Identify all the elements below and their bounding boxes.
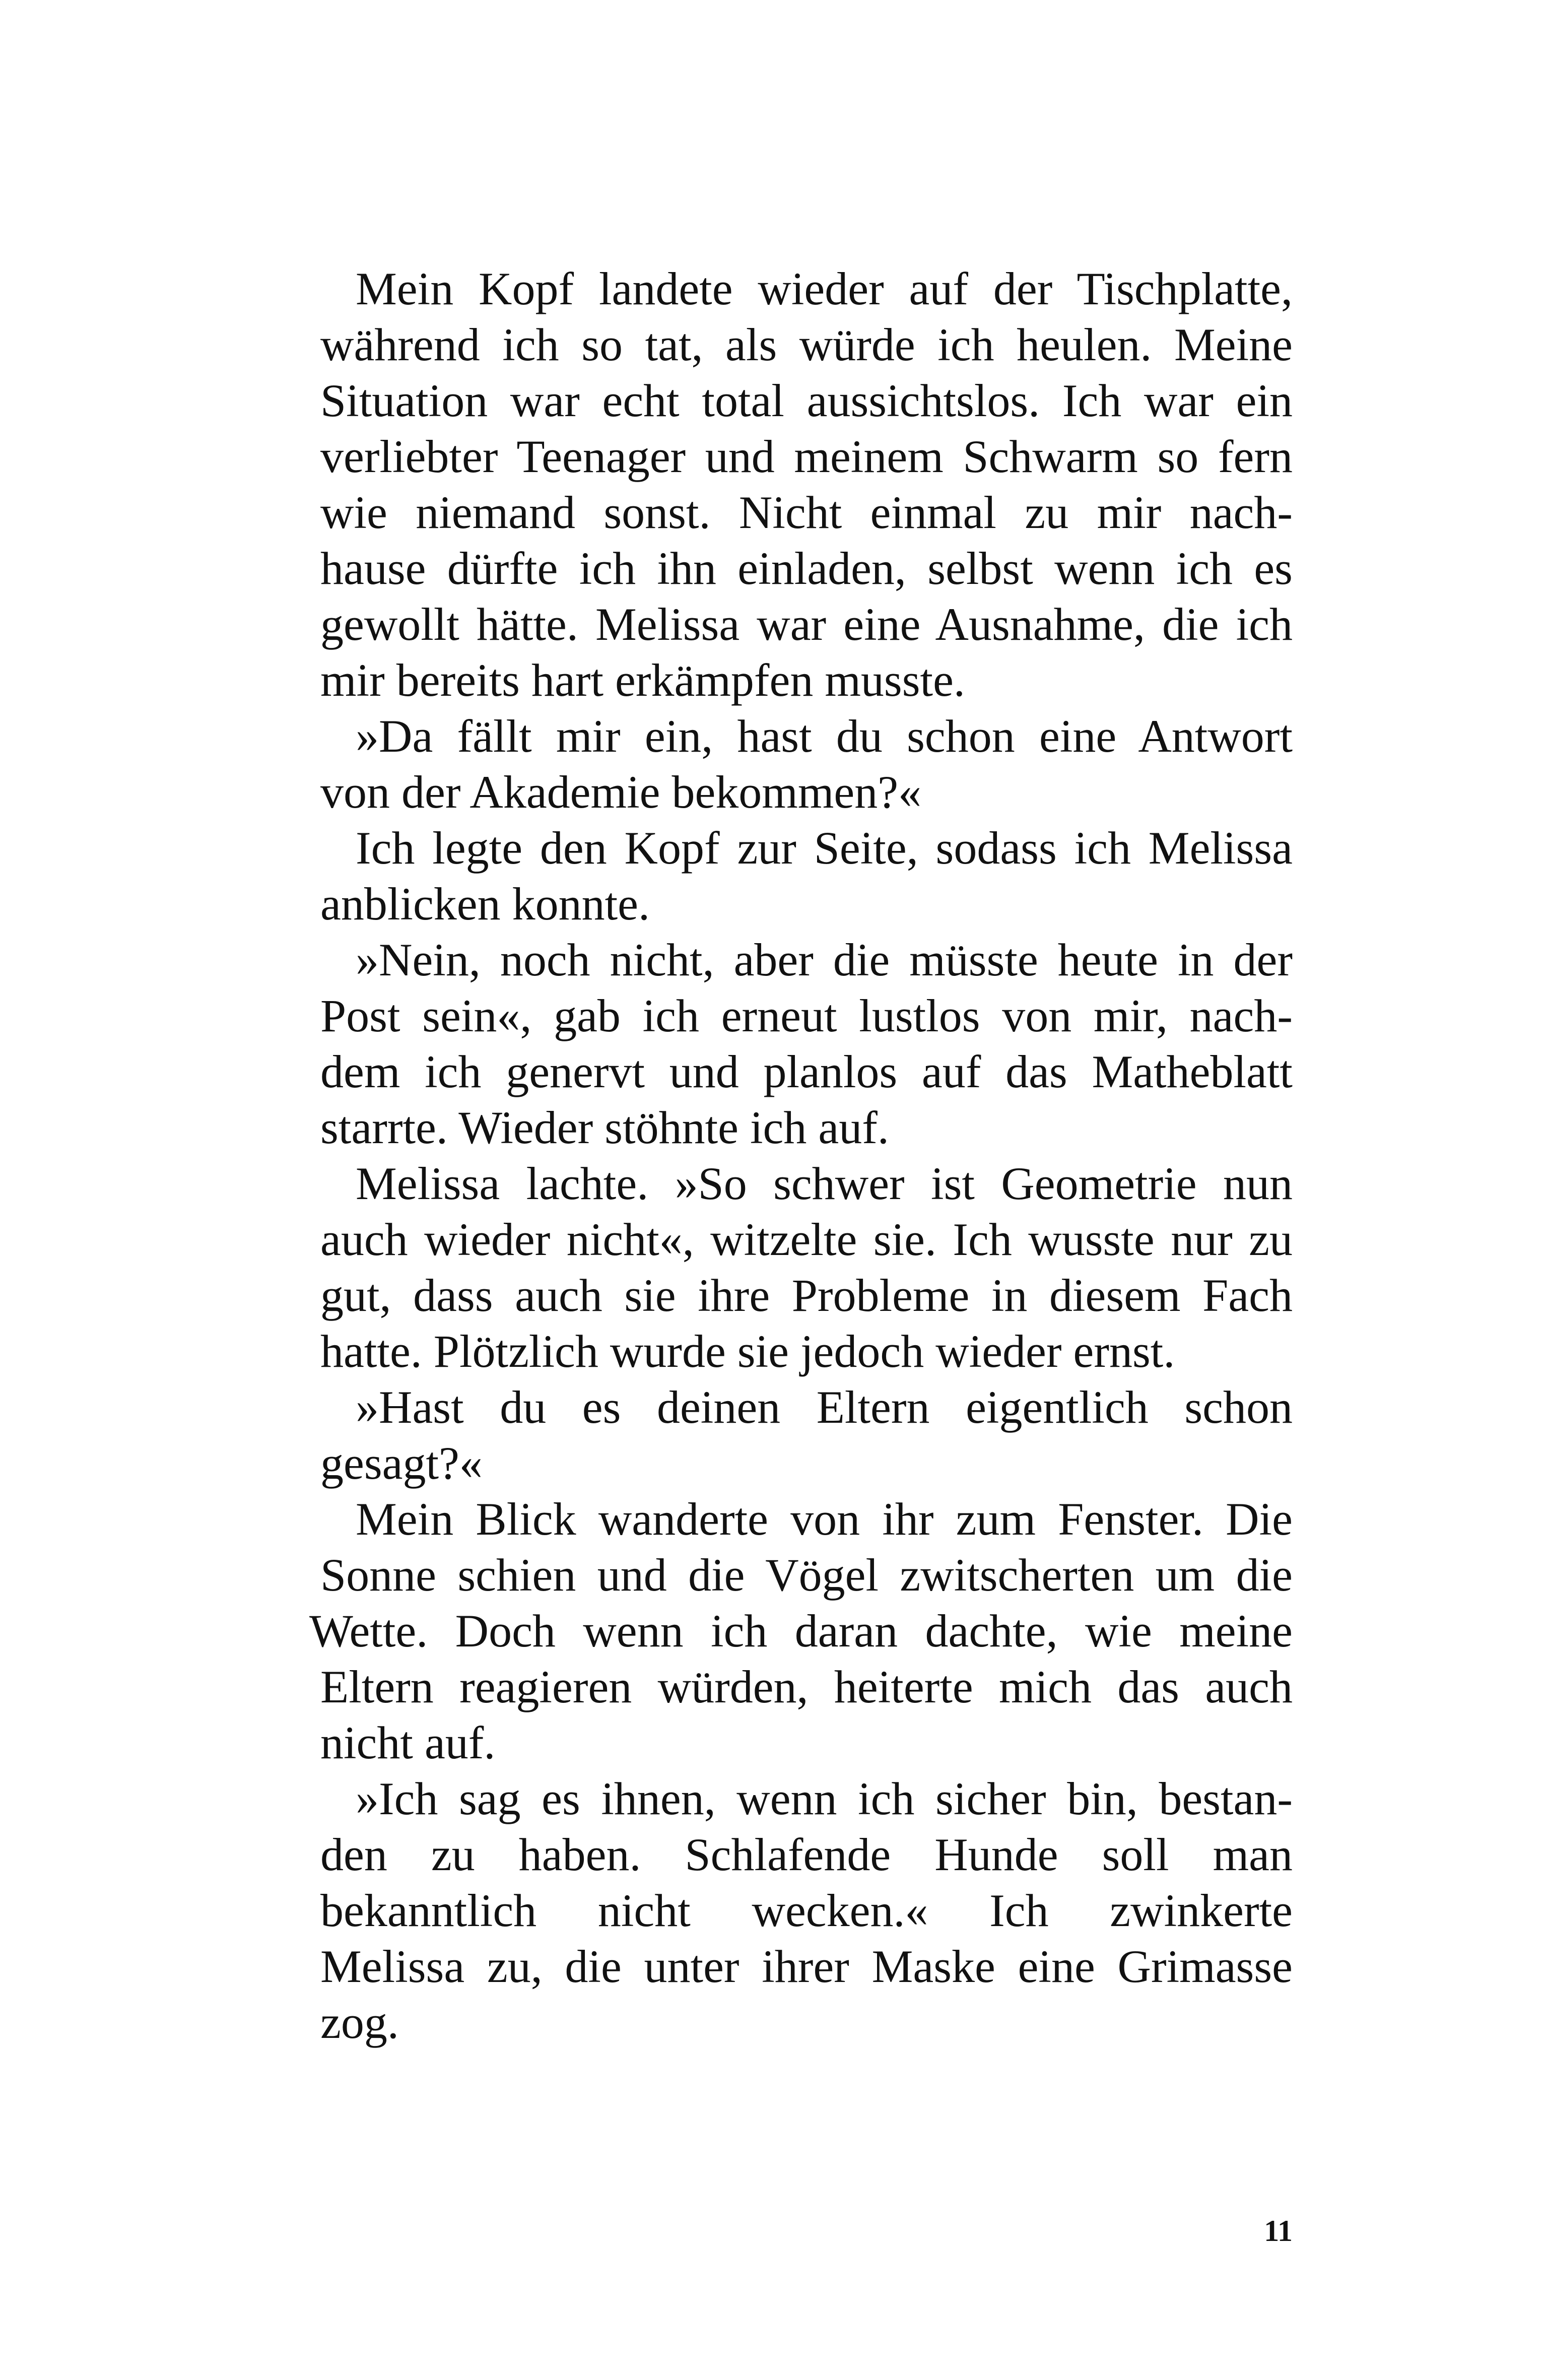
text-line: »Da fällt mir ein, hast du schon eine Antwort: [356, 710, 1293, 762]
text-line: zog.: [320, 1997, 399, 2048]
text-line: gut, dass auch sie ihre Probleme in diesem Fach: [320, 1270, 1293, 1321]
text-line: »Hast du es deinen Eltern eigentlich schon: [356, 1381, 1293, 1433]
page-number: 11: [1264, 2214, 1293, 2247]
text-line: Situation war echt total aussichtslos. Ich war ein: [320, 375, 1293, 426]
text-line: bekanntlich nicht wecken.« Ich zwinkerte: [320, 1885, 1293, 1936]
text-line: Mein Blick wanderte von ihr zum Fenster. Die: [356, 1493, 1293, 1545]
text-line: »Ich sag es ihnen, wenn ich sicher bin, bestan-: [356, 1773, 1293, 1824]
text-line: Melissa lachte. »So schwer ist Geometrie nun: [356, 1158, 1293, 1209]
text-line: dem ich genervt und planlos auf das Matheblatt: [320, 1046, 1293, 1097]
text-line: gewollt hätte. Melissa war eine Ausnahme, die ich: [320, 599, 1293, 650]
text-line: Wette. Doch wenn ich daran dachte, wie meine: [309, 1605, 1293, 1657]
text-line: nicht auf.: [320, 1717, 496, 1768]
text-line: hatte. Plötzlich wurde sie jedoch wieder ernst.: [320, 1326, 1175, 1377]
text-line: Sonne schien und die Vögel zwitscherten um die: [320, 1549, 1293, 1601]
text-line: von der Akademie bekommen?«: [320, 766, 922, 818]
text-line: Mein Kopf landete wieder auf der Tischplatte,: [356, 263, 1293, 314]
text-line: verliebter Teenager und meinem Schwarm so fern: [320, 431, 1293, 482]
text-line: »Nein, noch nicht, aber die müsste heute in der: [356, 934, 1293, 985]
text-line: gesagt?«: [320, 1437, 483, 1489]
text-line: Eltern reagieren würden, heiterte mich das auch: [320, 1661, 1293, 1712]
text-line: hause dürfte ich ihn einladen, selbst wenn ich es: [320, 543, 1293, 594]
text-line: während ich so tat, als würde ich heulen. Meine: [320, 319, 1293, 370]
text-line: den zu haben. Schlafende Hunde soll man: [320, 1829, 1293, 1880]
text-line: mir bereits hart erkämpfen musste.: [320, 654, 965, 706]
text-line: anblicken konnte.: [320, 878, 650, 930]
text-line: wie niemand sonst. Nicht einmal zu mir nach-: [320, 487, 1293, 538]
text-line: auch wieder nicht«, witzelte sie. Ich wusste nur zu: [320, 1214, 1293, 1265]
text-line: starrte. Wieder stöhnte ich auf.: [320, 1102, 889, 1153]
text-line: Ich legte den Kopf zur Seite, sodass ich Melissa: [356, 822, 1293, 874]
body-text: [309, 261, 1293, 2051]
text-line: Melissa zu, die unter ihrer Maske eine Grimasse: [320, 1941, 1293, 1992]
text-line: Post sein«, gab ich erneut lustlos von mir, nach-: [320, 990, 1293, 1041]
